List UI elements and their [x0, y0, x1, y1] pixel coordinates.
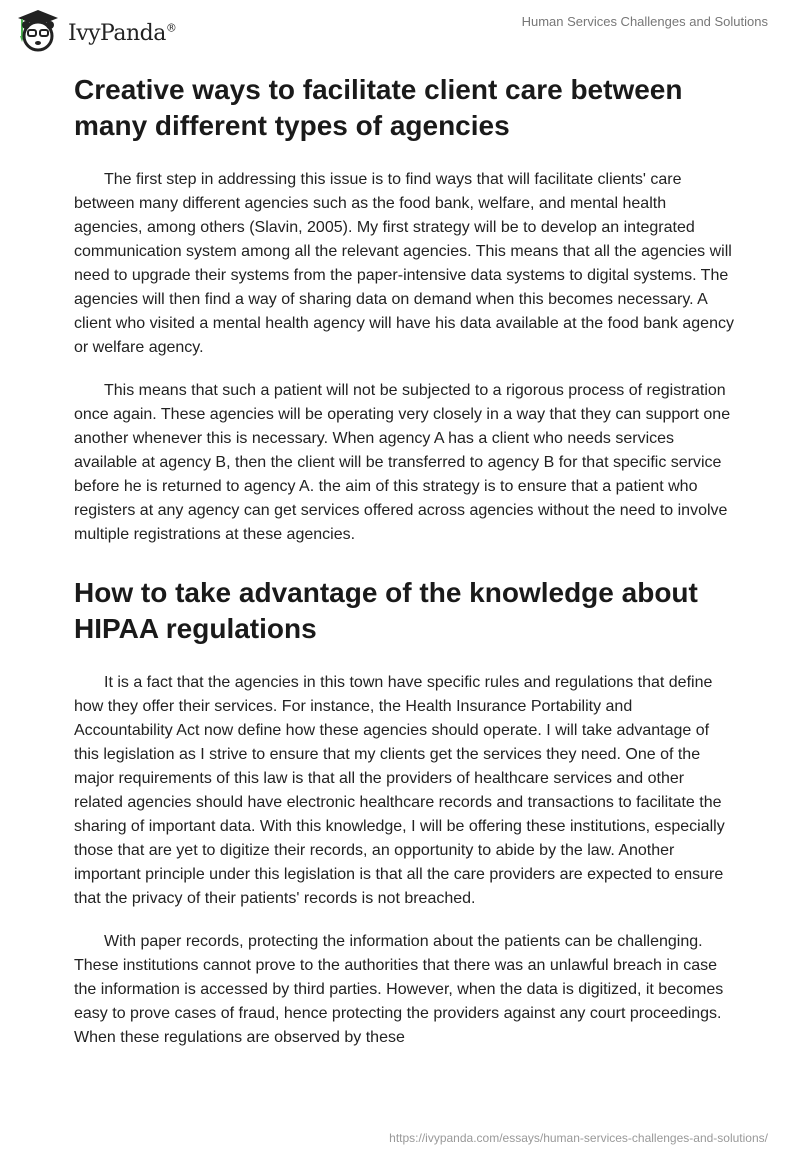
footer	[0, 1129, 800, 1163]
paragraph: This means that such a patient will not be subjected to a rigorous process of registration once again. These agencies will be operating very closely in a way that they can support one another whenever this is necessary. When agency A has a client who needs services available at agency B, then the client will be transferred to agency B for that specific service before he is returned to agency A. the aim of this strategy is to ensure that a patient who registers at any agency can get services offered across agencies without the need to involve multiple registrations at these agencies.	[74, 382, 731, 543]
panda-logo-icon	[14, 8, 62, 52]
section-heading: Creative ways to facilitate client care between many different types of agencies	[74, 74, 683, 141]
logo-text: IvyPanda®	[68, 20, 177, 46]
paragraph: It is a fact that the agencies in this town have specific rules and regulations that define how they offer their services. For instance, the Health Insurance Portability and Accountability Act now define how these agencies should operate. I will take advantage of this legislation as I strive to ensure that my clients get the services they need. One of the major requirements of this law is that all the providers of healthcare services and other related agencies should have electronic healthcare records and transactions to facilitate the sharing of important data. With this knowledge, I will be offering these institutions, especially those that are yet to digitize their records, an opportunity to abide by the law. Another important principle under this legislation is that all the care providers are expected to ensure that the privacy of their patients' records is not breached.	[74, 674, 725, 907]
logo[interactable]	[14, 8, 176, 52]
paragraph: The first step in addressing this issue is to find ways that will facilitate clients' care between many different agencies such as the food bank, welfare, and mental health agencies, among others (Slavin, 2005). My first strategy will be to develop an integrated communication system among all the relevant agencies. This means that all the agencies will need to upgrade their systems from the paper-intensive data systems to digital systems. The agencies will then find a way of sharing data on demand when this becomes necessary. A client who visited a mental health agency will have his data available at the food bank agency or welfare agency.	[74, 171, 734, 356]
paragraph: With paper records, protecting the information about the patients can be challenging. These institutions cannot prove to the authorities that there was an unlawful breach in case the information is accessed by third parties. However, when the data is digitized, it becomes easy to prove cases of fraud, hence protecting the providers against any court proceedings. When these regulations are observed by these	[74, 933, 724, 1046]
document-title: Human Services Challenges and Solutions	[521, 14, 768, 29]
source-url[interactable]: https://ivypanda.com/essays/human-services-challenges-and-solutions/	[389, 1131, 768, 1145]
section-heading: How to take advantage of the knowledge about HIPAA regulations	[74, 577, 698, 644]
